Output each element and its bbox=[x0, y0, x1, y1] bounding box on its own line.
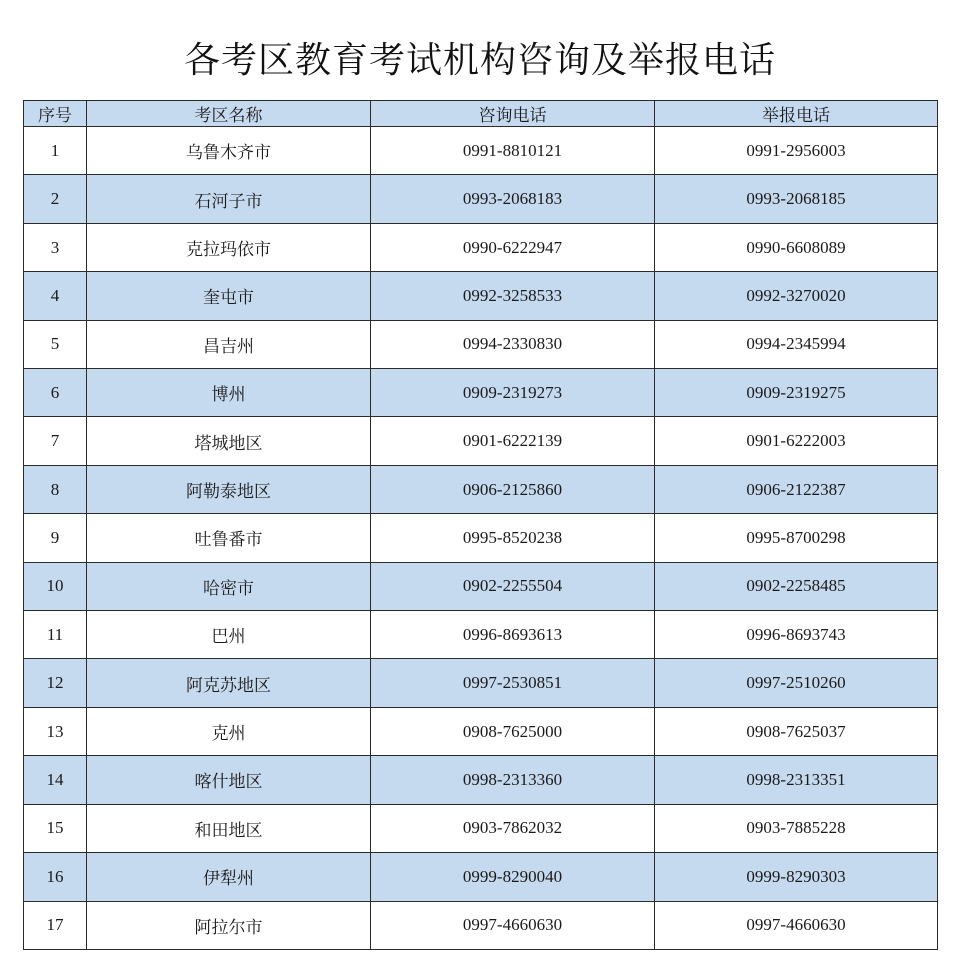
table-row bbox=[24, 853, 938, 901]
row-consult-phone: 0994-2330830 bbox=[371, 320, 655, 368]
row-consult-phone: 0991-8810121 bbox=[371, 127, 655, 175]
table-row bbox=[24, 417, 938, 465]
row-region-name: 吐鲁番市 bbox=[87, 514, 371, 562]
row-serial: 14 bbox=[24, 756, 87, 804]
row-report-phone: 0902-2258485 bbox=[655, 562, 938, 610]
row-report-phone: 0906-2122387 bbox=[655, 465, 938, 513]
row-consult-phone: 0998-2313360 bbox=[371, 756, 655, 804]
row-serial: 1 bbox=[24, 127, 87, 175]
page-title: 各考区教育考试机构咨询及举报电话 bbox=[183, 40, 776, 81]
row-consult-phone: 0909-2319273 bbox=[371, 369, 655, 417]
row-region-name: 伊犁州 bbox=[87, 853, 371, 901]
row-consult-phone: 0995-8520238 bbox=[371, 514, 655, 562]
row-region-name: 阿拉尔市 bbox=[87, 901, 371, 950]
row-report-phone: 0997-4660630 bbox=[655, 901, 938, 950]
table-row bbox=[24, 611, 938, 659]
row-report-phone: 0999-8290303 bbox=[655, 853, 938, 901]
row-serial: 3 bbox=[24, 223, 87, 271]
table-row bbox=[24, 320, 938, 368]
table-row bbox=[24, 659, 938, 707]
row-region-name: 克拉玛依市 bbox=[87, 223, 371, 271]
row-serial: 10 bbox=[24, 562, 87, 610]
row-region-name: 奎屯市 bbox=[87, 272, 371, 320]
row-report-phone: 0997-2510260 bbox=[655, 659, 938, 707]
row-region-name: 巴州 bbox=[87, 611, 371, 659]
row-region-name: 阿克苏地区 bbox=[87, 659, 371, 707]
row-report-phone: 0909-2319275 bbox=[655, 369, 938, 417]
row-serial: 16 bbox=[24, 853, 87, 901]
row-region-name: 乌鲁木齐市 bbox=[87, 127, 371, 175]
row-consult-phone: 0903-7862032 bbox=[371, 804, 655, 852]
row-serial: 4 bbox=[24, 272, 87, 320]
row-region-name: 阿勒泰地区 bbox=[87, 465, 371, 513]
row-region-name: 克州 bbox=[87, 707, 371, 755]
phone-table bbox=[23, 100, 938, 950]
table-row bbox=[24, 127, 938, 175]
row-consult-phone: 0999-8290040 bbox=[371, 853, 655, 901]
table-row bbox=[24, 707, 938, 755]
table-row bbox=[24, 369, 938, 417]
row-serial: 2 bbox=[24, 175, 87, 223]
row-serial: 5 bbox=[24, 320, 87, 368]
header-serial: 序号 bbox=[24, 101, 87, 127]
row-report-phone: 0991-2956003 bbox=[655, 127, 938, 175]
row-report-phone: 0990-6608089 bbox=[655, 223, 938, 271]
row-consult-phone: 0902-2255504 bbox=[371, 562, 655, 610]
row-region-name: 和田地区 bbox=[87, 804, 371, 852]
row-serial: 7 bbox=[24, 417, 87, 465]
table-row bbox=[24, 465, 938, 513]
row-serial: 9 bbox=[24, 514, 87, 562]
row-serial: 15 bbox=[24, 804, 87, 852]
row-consult-phone: 0996-8693613 bbox=[371, 611, 655, 659]
row-report-phone: 0993-2068185 bbox=[655, 175, 938, 223]
row-region-name: 博州 bbox=[87, 369, 371, 417]
row-consult-phone: 0997-2530851 bbox=[371, 659, 655, 707]
row-serial: 12 bbox=[24, 659, 87, 707]
row-serial: 13 bbox=[24, 707, 87, 755]
table-row bbox=[24, 272, 938, 320]
row-consult-phone: 0997-4660630 bbox=[371, 901, 655, 950]
row-serial: 17 bbox=[24, 901, 87, 950]
row-consult-phone: 0993-2068183 bbox=[371, 175, 655, 223]
row-serial: 11 bbox=[24, 611, 87, 659]
header-region-name: 考区名称 bbox=[87, 101, 371, 127]
row-report-phone: 0901-6222003 bbox=[655, 417, 938, 465]
row-report-phone: 0994-2345994 bbox=[655, 320, 938, 368]
table-row bbox=[24, 901, 938, 950]
row-region-name: 塔城地区 bbox=[87, 417, 371, 465]
row-report-phone: 0996-8693743 bbox=[655, 611, 938, 659]
row-serial: 6 bbox=[24, 369, 87, 417]
row-serial: 8 bbox=[24, 465, 87, 513]
row-report-phone: 0998-2313351 bbox=[655, 756, 938, 804]
row-region-name: 昌吉州 bbox=[87, 320, 371, 368]
row-consult-phone: 0906-2125860 bbox=[371, 465, 655, 513]
row-region-name: 喀什地区 bbox=[87, 756, 371, 804]
row-report-phone: 0992-3270020 bbox=[655, 272, 938, 320]
row-report-phone: 0903-7885228 bbox=[655, 804, 938, 852]
table-header-row bbox=[24, 101, 938, 127]
table-row bbox=[24, 756, 938, 804]
header-consult-phone: 咨询电话 bbox=[371, 101, 655, 127]
table-body bbox=[24, 127, 938, 950]
table-row bbox=[24, 175, 938, 223]
row-consult-phone: 0901-6222139 bbox=[371, 417, 655, 465]
table-row bbox=[24, 562, 938, 610]
row-region-name: 哈密市 bbox=[87, 562, 371, 610]
header-report-phone: 举报电话 bbox=[655, 101, 938, 127]
row-region-name: 石河子市 bbox=[87, 175, 371, 223]
row-report-phone: 0908-7625037 bbox=[655, 707, 938, 755]
table-row bbox=[24, 223, 938, 271]
row-report-phone: 0995-8700298 bbox=[655, 514, 938, 562]
row-consult-phone: 0908-7625000 bbox=[371, 707, 655, 755]
table-row bbox=[24, 804, 938, 852]
row-consult-phone: 0992-3258533 bbox=[371, 272, 655, 320]
table-row bbox=[24, 514, 938, 562]
row-consult-phone: 0990-6222947 bbox=[371, 223, 655, 271]
